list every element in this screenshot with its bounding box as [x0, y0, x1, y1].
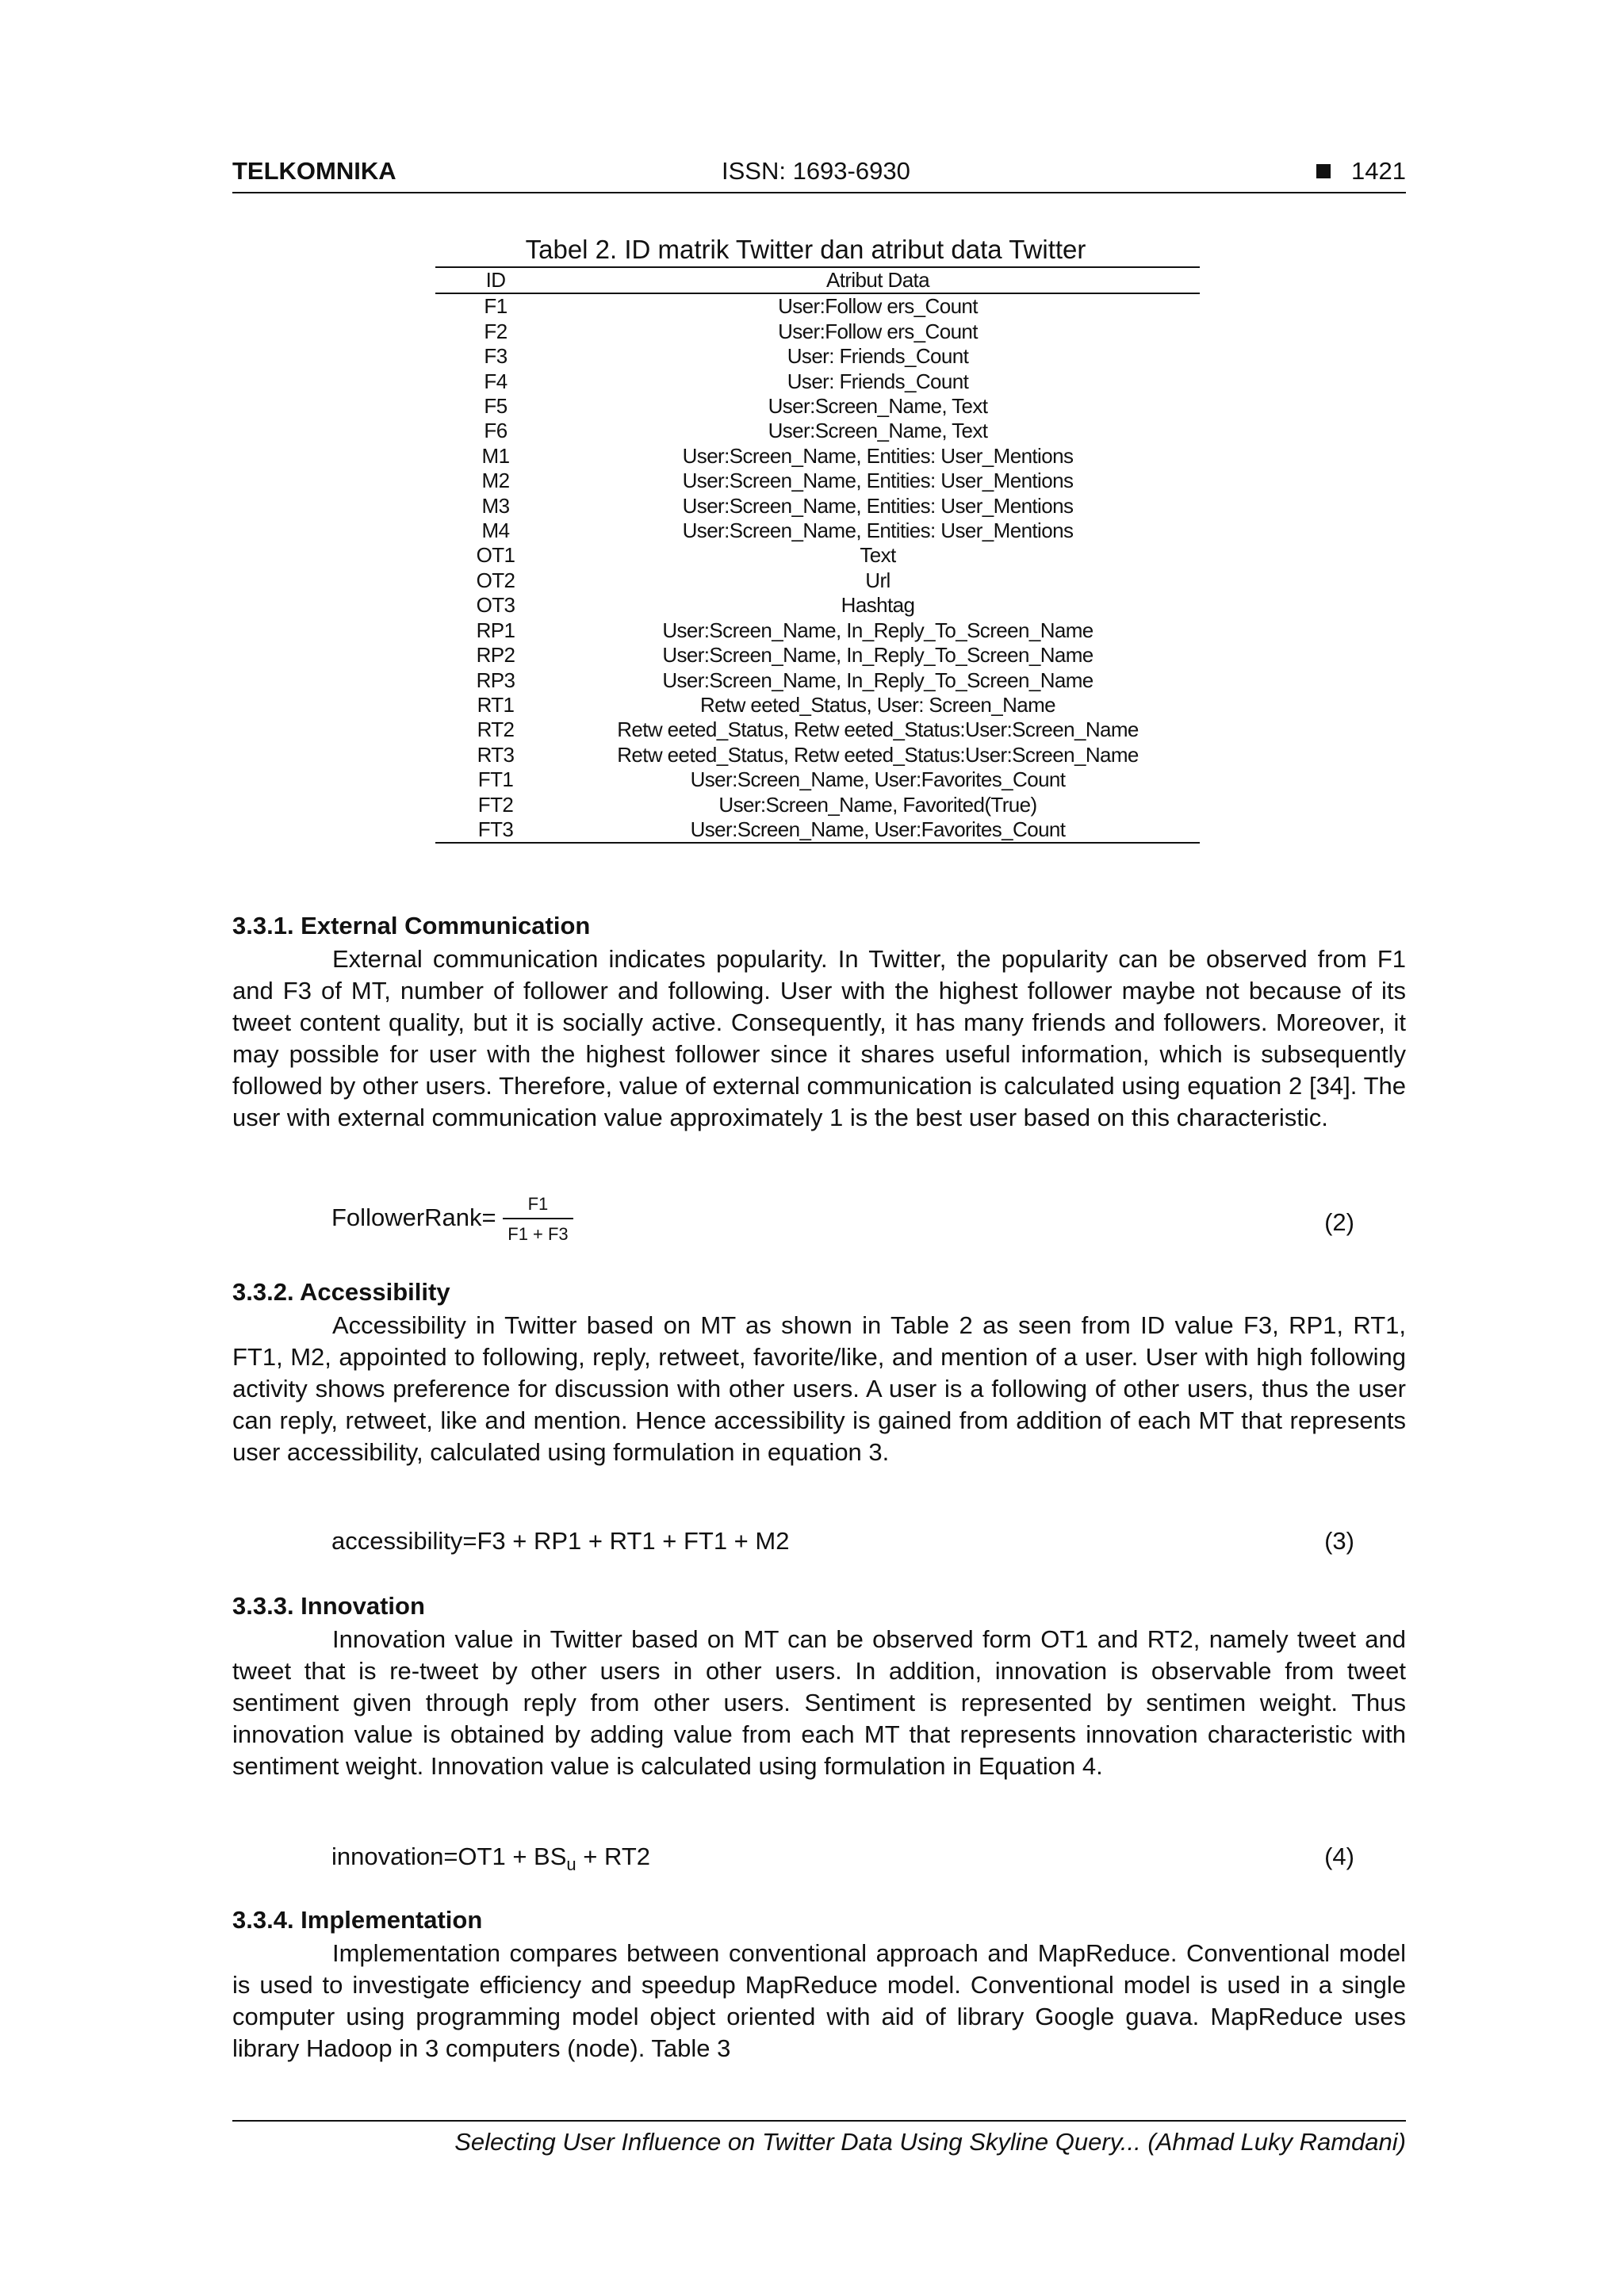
table-cell-id: RT3 [477, 742, 515, 767]
table-cell-id: F4 [484, 369, 508, 393]
paragraph-text: Implementation compares between conventional approach and MapReduce. Conventional model is used to investigate efficiency and speedup MapReduce model. Conventional model is used in a single computer using programming model object oriented with aid of library Google guava. MapReduce uses library Hadoop in 3 computers (node). Table 3 [232, 1939, 1406, 2062]
table-cell-id: M3 [481, 493, 510, 518]
issn: ISSN: 1693-6930 [722, 157, 910, 185]
page-number: 1421 [1351, 157, 1406, 185]
paragraph-innovation [232, 1624, 1406, 1782]
equation-4-prefix: innovation=OT1 + BS [331, 1843, 567, 1870]
table-cell-attribute: User:Screen_Name, Entities: User_Mentions [682, 469, 1074, 493]
id-attribute-table [435, 266, 1200, 844]
table-cell-id: F3 [484, 344, 508, 369]
table-cell-attribute: Text [860, 543, 896, 568]
table-cell-attribute: Retw eeted_Status, User: Screen_Name [699, 692, 1056, 717]
table-row [435, 444, 1200, 469]
equation-4 [331, 1843, 650, 1875]
page-footer: Selecting User Influence on Twitter Data Using Skyline Query... (Ahmad Luky Ramdani) [454, 2128, 1406, 2156]
table-row [435, 743, 1200, 767]
table-cell-attribute: Retw eeted_Status, Retw eeted_Status:User:Screen_Name [617, 718, 1139, 742]
equation-4-suffix: + RT2 [576, 1843, 651, 1870]
table-row [435, 767, 1200, 792]
section-title-accessibility: 3.3.2. Accessibility [232, 1278, 450, 1306]
table-cell-attribute: User:Screen_Name, Entities: User_Mentions [682, 443, 1074, 468]
table-row [435, 543, 1200, 568]
table-cell-id: RT1 [477, 692, 515, 717]
journal-name: TELKOMNIKA [232, 157, 396, 185]
table-cell-id: FT1 [477, 767, 514, 792]
table-row [435, 643, 1200, 668]
fraction-numerator: F1 [503, 1194, 573, 1219]
table-row [435, 369, 1200, 394]
equation-4-number: (4) [1324, 1843, 1354, 1870]
table-cell-attribute: User:Follow ers_Count [778, 319, 978, 343]
table-cell-attribute: Retw eeted_Status, Retw eeted_Status:User:Screen_Name [617, 742, 1139, 767]
equation-2 [331, 1194, 573, 1245]
table-cell-attribute: User:Screen_Name, Favorited(True) [718, 792, 1037, 817]
page-header [232, 157, 1406, 193]
equation-3: accessibility=F3 + RP1 + RT1 + FT1 + M2 [331, 1527, 790, 1555]
table-cell-id: OT2 [476, 568, 515, 592]
table-row [435, 293, 1200, 319]
paragraph-external-communication [232, 943, 1406, 1134]
table-cell-id: RP2 [476, 643, 515, 668]
table-header-row [435, 267, 1200, 293]
equation-2-lhs: FollowerRank= [331, 1203, 496, 1232]
table-cell-attribute: User:Follow ers_Count [778, 294, 978, 319]
table-caption: Tabel 2. ID matrik Twitter dan atribut data Twitter [525, 235, 1086, 264]
table-cell-attribute: User:Screen_Name, User:Favorites_Count [690, 817, 1066, 841]
section-title-implementation: 3.3.4. Implementation [232, 1906, 483, 1934]
table-body [435, 293, 1200, 843]
table-cell-id: RP1 [476, 618, 515, 642]
column-header-id: ID [485, 268, 506, 292]
footer-divider [232, 2120, 1406, 2122]
paragraph-implementation [232, 1938, 1406, 2064]
table-cell-attribute: User:Screen_Name, Text [768, 394, 988, 419]
section-title-innovation: 3.3.3. Innovation [232, 1592, 425, 1620]
table-cell-attribute: User:Screen_Name, In_Reply_To_Screen_Name [662, 618, 1094, 642]
table-cell-attribute: Url [865, 568, 891, 592]
table-cell-attribute: User: Friends_Count [787, 344, 969, 369]
table-cell-attribute: User:Screen_Name, Text [768, 419, 988, 443]
table-cell-id: OT3 [476, 593, 515, 618]
table-cell-id: M1 [481, 443, 510, 468]
paragraph-text: Innovation value in Twitter based on MT can be observed form OT1 and RT2, namely tweet and tweet that is re-tweet by other users in other users. In addition, innovation is observable from tweet sentiment given through reply from other users. Sentiment is represented by sentimen weight. Thus innovation value is obtained by adding value from each MT that represents innovation characteristic with sentiment weight. Innovation value is calculated using formulation in Equation 4. [232, 1625, 1406, 1780]
table-row [435, 394, 1200, 419]
table-row [435, 793, 1200, 817]
table-cell-attribute: User:Screen_Name, In_Reply_To_Screen_Name [662, 643, 1094, 668]
table-row [435, 817, 1200, 843]
table-cell-id: FT3 [477, 817, 514, 841]
paragraph-text: External communication indicates popularity. In Twitter, the popularity can be observed from F1 and F3 of MT, number of follower and following. User with the highest follower maybe not because of its tweet content quality, but it is socially active. Consequently, it has many friends and followers. Moreover, it may possible for user with the highest follower since it shares useful information, which is subsequently followed by other users. Therefore, value of external communication is calculated using equation 2 [34]. The user with external communication value approximately 1 is the best user based on this characteristic. [232, 945, 1406, 1131]
table-cell-id: RP3 [476, 668, 515, 692]
table-cell-attribute: Hashtag [841, 593, 915, 618]
table-row [435, 519, 1200, 543]
table-cell-attribute: User: Friends_Count [787, 369, 969, 393]
table-row [435, 469, 1200, 493]
table-cell-id: FT2 [477, 792, 514, 817]
table-cell-id: F1 [484, 294, 508, 319]
table-cell-id: F2 [484, 319, 508, 343]
page-number-block [1316, 157, 1406, 186]
table-cell-id: F6 [484, 419, 508, 443]
table-cell-attribute: User:Screen_Name, Entities: User_Mentions [682, 519, 1074, 543]
table-row [435, 593, 1200, 618]
square-bullet-icon [1316, 164, 1331, 178]
equation-4-subscript: u [566, 1854, 576, 1875]
table-row [435, 344, 1200, 369]
table-row [435, 419, 1200, 443]
table-cell-attribute: User:Screen_Name, In_Reply_To_Screen_Name [662, 668, 1094, 692]
table-cell-attribute: User:Screen_Name, Entities: User_Mentions [682, 493, 1074, 518]
equation-2-number: (2) [1324, 1208, 1354, 1236]
table-row [435, 668, 1200, 693]
table-cell-id: F5 [484, 394, 508, 419]
fraction-denominator: F1 + F3 [508, 1224, 569, 1244]
table-row [435, 618, 1200, 643]
table-cell-id: OT1 [476, 543, 515, 568]
table-row [435, 568, 1200, 593]
table-cell-id: M2 [481, 469, 510, 493]
table-row [435, 494, 1200, 519]
table-cell-id: M4 [481, 519, 510, 543]
equation-3-number: (3) [1324, 1527, 1354, 1555]
table-row [435, 320, 1200, 344]
equation-2-fraction [503, 1194, 573, 1245]
table-cell-id: RT2 [477, 718, 515, 742]
table-cell-attribute: User:Screen_Name, User:Favorites_Count [690, 767, 1066, 792]
section-title-external-communication: 3.3.1. External Communication [232, 912, 591, 939]
column-header-attribute: Atribut Data [825, 268, 930, 292]
table-row [435, 718, 1200, 742]
table-row [435, 693, 1200, 718]
paragraph-accessibility [232, 1310, 1406, 1468]
paragraph-text: Accessibility in Twitter based on MT as shown in Table 2 as seen from ID value F3, RP1, RT1, FT1, M2, appointed to following, reply, retweet, favorite/like, and mention of a user. User with high following activity shows preference for discussion with other users. A user is a following of other users, thus the user can reply, retweet, like and mention. Hence accessibility is gained from addition of each MT that represents user accessibility, calculated using formulation in equation 3. [232, 1311, 1406, 1466]
